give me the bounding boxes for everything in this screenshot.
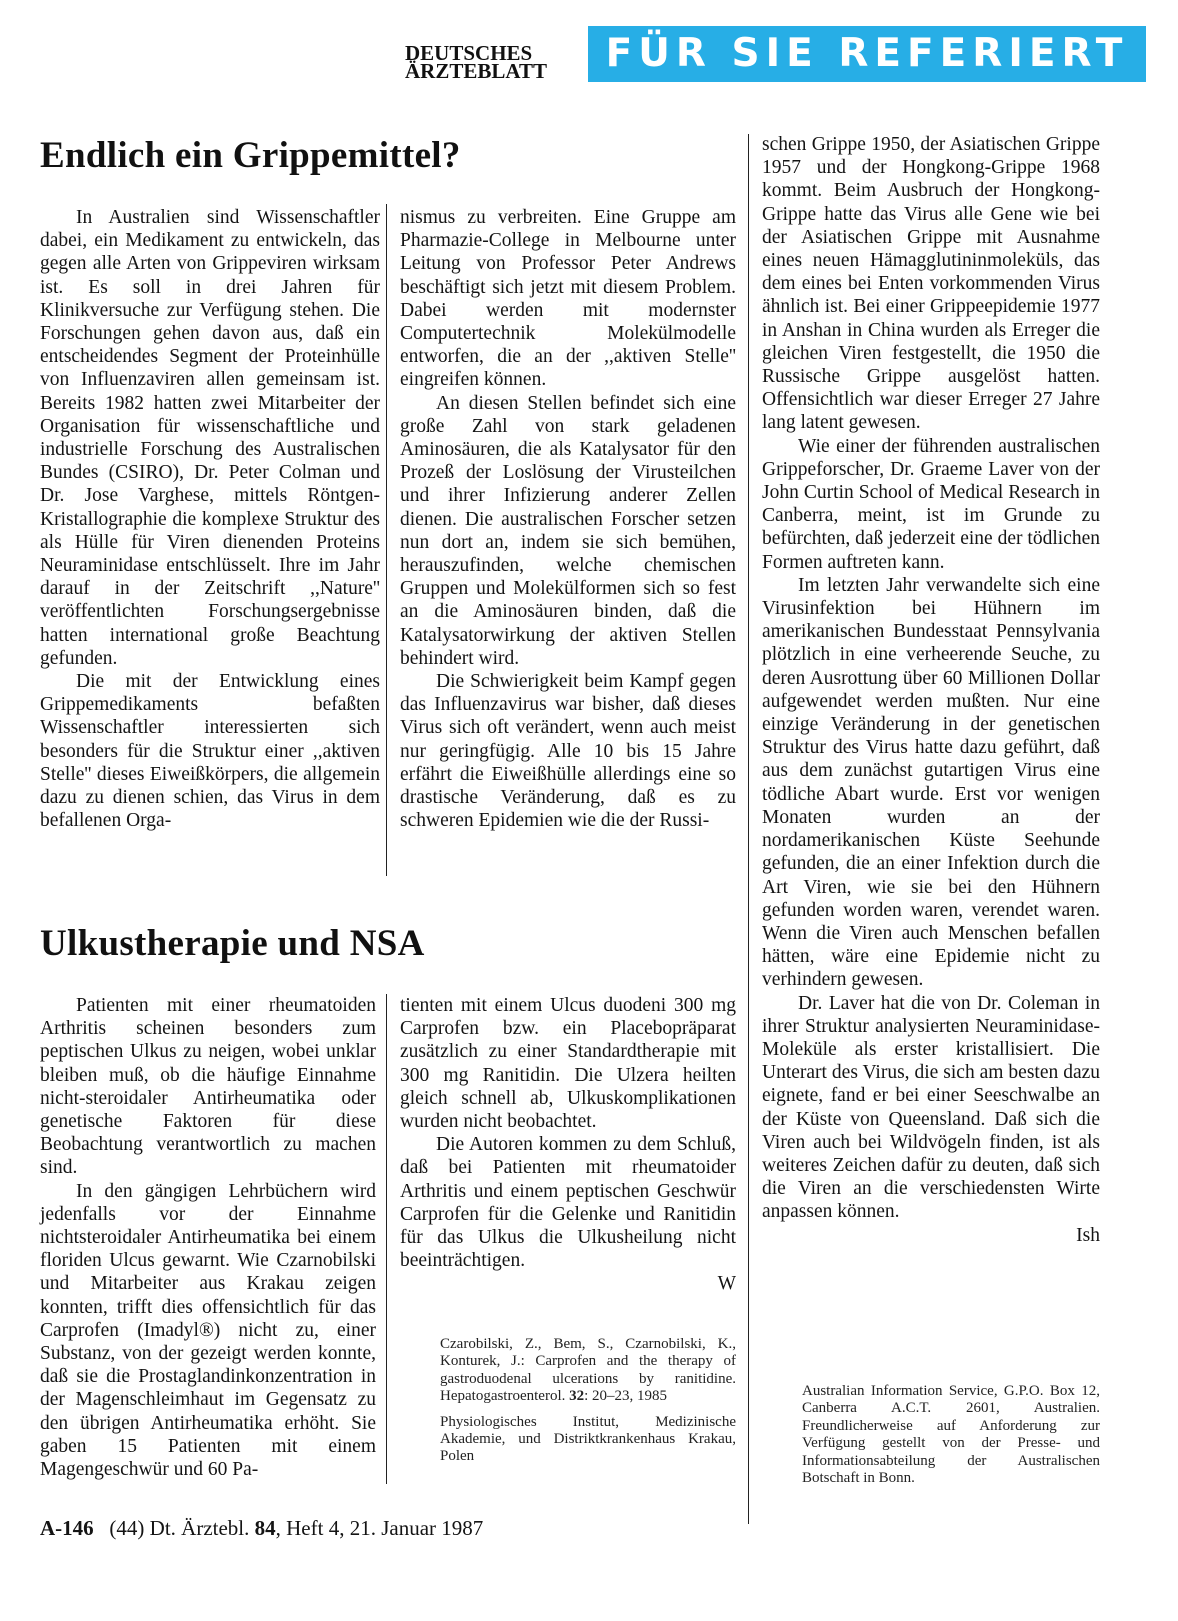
paragraph: tienten mit einem Ulcus duodeni 300 mg Carprofen bzw. ein Placebopräparat zusätzlich zu einer Standardtherapie mit 300 mg Ranitidin. Die Ulzera heilten gleich schnell ab, Ulkuskomplikationen wurden nicht beobachtet.: [400, 995, 736, 1133]
paragraph: Im letzten Jahr verwandelte sich eine Virusinfektion bei Hühnern im amerikanischen Bundesstaat Pennsylvania plötzlich in eine verheerende Seuche, zu deren Ausrottung über 60 Millionen Dollar aufgewendet werden mußten. Nur eine einzige Veränderung in der genetischen Struktur des Virus hatte dazu geführt, daß aus dem zunächst gutartigen Virus eine tödliche Abart wurde. Erst vor wenigen Monaten wurden an der nordamerikanischen Küste Seehunde gefunden, die an einer Infektion durch die Art Viren, wie sie bei den Hühnern gefunden worden waren, verendet waren. Wenn die Viren auch Menschen befallen hätten, wäre eine Epidemie nicht zu verhindern gewesen.: [762, 574, 1100, 991]
masthead-line-1: DEUTSCHES: [405, 41, 533, 65]
paragraph: Die Schwierigkeit beim Kampf gegen das Influenzavirus war bisher, daß dieses Virus sich oft verändert, wenn auch meist nur geringfügig. Alle 10 bis 15 Jahre erfährt die Eiweißhülle allerdings eine so drastische Veränderung, daß es zu schweren Epidemien wie die der Russi-: [400, 671, 736, 832]
section-banner: FÜR SIE REFERIERT: [588, 26, 1146, 82]
paragraph: Dr. Laver hat die von Dr. Coleman in ihrer Struktur analysierten Neuraminidase-Moleküle als erster kristallisiert. Die Unterart des Virus, die sich am besten dazu eignete, fand er bei einer Seeschwalbe an der Küste von Queensland. Daß sich die Viren auch bei Wildvögeln finden, ist als weiteres Zeichen dafür zu deuten, daß sich die Viren an die verschiedensten Wirte anpassen können.: [762, 992, 1100, 1223]
paragraph: In den gängigen Lehrbüchern wird jedenfalls vor der Einnahme nichtsteroidaler Antirheumatika bei einem floriden Ulcus gewarnt. Wie Czarnobilski und Mitarbeiter aus Krakau zeigen konnten, trifft dies offensichtlich für das Carprofen (Imadyl®) nicht zu, einer Substanz, von der gezeigt werden konnte, daß sie die Prostaglandinkonzentration in der Magenschleimhaut im Gegensatz zu den übrigen Antirheumatika erhöht. Sie gaben 15 Patienten mit einem Magengeschwür und 60 Pa-: [40, 1180, 376, 1481]
paragraph: Die Autoren kommen zu dem Schluß, daß bei Patienten mit rheumatoider Arthritis und einem peptischen Geschwür Carprofen für die Gelenke und Ranitidin für das Ulkus die Ulkusheilung nicht beeinträchtigen.: [400, 1134, 736, 1272]
article1-column-2: [400, 206, 736, 832]
reference-volume: 32: [569, 1388, 585, 1405]
source-text: Australian Information Service, G.P.O. Box 12, Canberra A.C.T. 2601, Australien. Freundlicherweise auf Anforderung zur Verfügung gestellt von der Presse- und Informationsabteilung der Australischen Botschaft in Bonn.: [802, 1383, 1100, 1487]
paragraph: nismus zu verbreiten. Eine Gruppe am Pharmazie-College in Melbourne unter Leitung von Professor Peter Andrews beschäftigt sich jetzt mit diesem Problem. Dabei werden mit modernster Computertechnik Molekülmodelle entworfen, die an der ,,aktiven Stelle'' eingreifen können.: [400, 207, 736, 391]
masthead-logo: [405, 41, 577, 83]
article1-column-1: [40, 206, 380, 832]
paragraph: An diesen Stellen befindet sich eine große Zahl von stark geladenen Aminosäuren, die als Katalysator für den Prozeß der Loslösung der Virusteilchen und ihrer Infizierung anderer Zellen dienen. Die australischen Forscher setzen nun dort an, indem sie sich bemühen, herauszufinden, welche chemischen Gruppen und Molekülformen sich so fest an die Aminosäuren binden, daß die Katalysatorwirkung der aktiven Stellen behindert wird.: [400, 392, 736, 669]
issue-prefix: (44) Dt. Ärztebl.: [109, 1516, 250, 1540]
article2-column-2: [400, 994, 736, 1296]
reference-pages: : 20–23, 1985: [584, 1388, 668, 1405]
masthead-line-2: ÄRZTEBLATT: [405, 59, 547, 83]
issue-volume: 84: [254, 1516, 276, 1540]
column-divider: [748, 134, 749, 1524]
paragraph: In Australien sind Wissenschaftler dabei, ein Medikament zu entwickeln, das gegen alle Arten von Grippeviren wirksam ist. Es soll in drei Jahren für Klinikversuche zur Verfügung stehen. Die Forschungen gehen davon aus, daß ein entscheidendes Segment der Proteinhülle von Influenzaviren allen gemeinsam ist. Bereits 1982 hatten zwei Mitarbeiter der Organisation für wissenschaftliche und industrielle Forschung des Australischen Bundes (CSIRO), Dr. Peter Colman und Dr. Jose Varghese, mittels Röntgen-Kristallographie die komplexe Struktur des als Hülle für Viren dienenden Proteins Neuraminidase entschlüsselt. Ihre im Jahr darauf in der Zeitschrift ,,Nature'' veröffentlichten Forschungsergebnisse hatten international große Beachtung gefunden.: [40, 207, 380, 669]
page-number: A-146: [40, 1516, 94, 1540]
paragraph: schen Grippe 1950, der Asiatischen Grippe 1957 und der Hongkong-Grippe 1968 kommt. Beim Ausbruch der Hongkong-Grippe hatte das Virus alle Gene wie bei der Asiatischen Grippe mit Ausnahme eines neuen Hämagglutininmoleküls, das dem eines bei Enten vorkommenden Virus ähnlich ist. Bei einer Grippeepidemie 1977 in Anshan in China wurden als Erreger die gleichen Viren festgestellt, die 1950 die Russische Grippe ausgelöst hatten. Offensichtlich war dieser Erreger 27 Jahre lang latent gewesen.: [762, 134, 1100, 434]
paragraph: Patienten mit einer rheumatoiden Arthritis scheinen besonders zum peptischen Ulkus zu neigen, wobei unklar bleiben muß, ob die häufige Einnahme nicht-steroidaler Antirheumatika oder genetische Faktoren für diese Beobachtung verantwortlich zu machen sind.: [40, 995, 376, 1179]
reference-authors: Czarobilski, Z., Bem, S., Czarnobilski, K., Konturek, J.: Carprofen and the therapy of gastroduodenal ulcerations by ranitidine. Hepatogastroenterol.: [440, 1336, 736, 1405]
column-divider: [386, 994, 387, 1484]
paragraph: Die mit der Entwicklung eines Grippemedikaments befaßten Wissenschaftler interessierten sich besonders für die Struktur einer ,,aktiven Stelle'' dieses Eiweißkörpers, die allgemein dazu zu dienen schien, das Virus in dem befallenen Orga-: [40, 671, 380, 832]
paragraph: Wie einer der führenden australischen Grippeforscher, Dr. Graeme Laver von der John Curtin School of Medical Research in Canberra, meint, ist im Grunde zu befürchten, daß jederzeit eine der tödlichen Formen auftreten kann.: [762, 435, 1100, 573]
column-divider: [386, 204, 387, 876]
article1-source-note: [802, 1383, 1100, 1495]
reference-affiliation: Physiologisches Institut, Medizinische Akademie, und Distriktkrankenhaus Krakau, Polen: [440, 1413, 736, 1465]
article1-title: Endlich ein Grippemittel?: [40, 135, 461, 176]
article2-signature: W: [717, 1273, 736, 1295]
issue-suffix: , Heft 4, 21. Januar 1987: [275, 1516, 484, 1540]
article1-column-3: [762, 133, 1100, 1247]
article1-signature: Ish: [1076, 1224, 1100, 1246]
article2-column-1: [40, 994, 376, 1481]
page-footer: [40, 1516, 483, 1540]
reference-citation: [440, 1336, 736, 1406]
article2-references: [440, 1336, 736, 1474]
article2-title: Ulkustherapie und NSA: [40, 923, 425, 964]
